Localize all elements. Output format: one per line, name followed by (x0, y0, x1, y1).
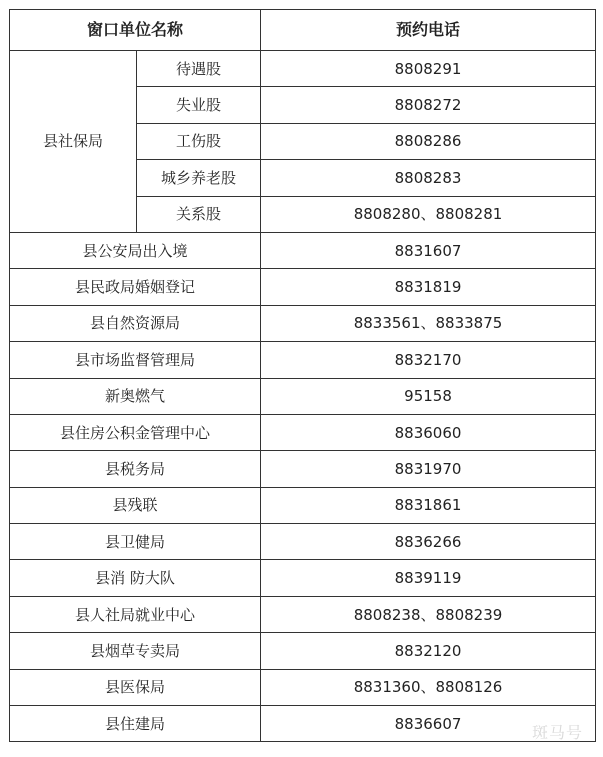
phone-number: 8831970 (261, 451, 596, 487)
unit-name: 县残联 (10, 487, 261, 523)
phone-number: 8831360、8808126 (261, 669, 596, 705)
phone-number: 8808286 (261, 123, 596, 159)
phone-number: 8808272 (261, 87, 596, 123)
unit-name: 县消 防大队 (10, 560, 261, 596)
phone-number: 8808280、8808281 (261, 196, 596, 232)
phone-number: 8831861 (261, 487, 596, 523)
table-row (10, 524, 596, 560)
social-security-group-cell: 县社保局 (10, 51, 137, 233)
unit-name: 县民政局婚姻登记 (10, 269, 261, 305)
unit-name: 县自然资源局 (10, 305, 261, 341)
phone-number: 8808238、8808239 (261, 596, 596, 632)
phone-number: 8839119 (261, 560, 596, 596)
unit-name: 县税务局 (10, 451, 261, 487)
phone-number: 8836060 (261, 414, 596, 450)
sub-unit-name: 失业股 (137, 87, 261, 123)
sub-unit-name: 城乡养老股 (137, 160, 261, 196)
phone-number: 8832170 (261, 342, 596, 378)
phone-number: 8808283 (261, 160, 596, 196)
unit-name: 县人社局就业中心 (10, 596, 261, 632)
unit-name: 县公安局出入境 (10, 232, 261, 268)
table-row (10, 596, 596, 632)
phone-number: 8831819 (261, 269, 596, 305)
unit-name: 县烟草专卖局 (10, 633, 261, 669)
sub-unit-name: 待遇股 (137, 51, 261, 87)
sub-unit-name: 工伤股 (137, 123, 261, 159)
unit-name: 新奥燃气 (10, 378, 261, 414)
unit-name: 县卫健局 (10, 524, 261, 560)
table-row (10, 669, 596, 705)
table-row (10, 560, 596, 596)
unit-name: 县医保局 (10, 669, 261, 705)
table-row (10, 342, 596, 378)
table-row (10, 232, 596, 268)
appointment-phone-table (9, 9, 596, 742)
phone-number: 8808291 (261, 51, 596, 87)
table-row (10, 451, 596, 487)
phone-column-header: 预约电话 (261, 10, 596, 51)
table-row (10, 51, 596, 87)
unit-column-header: 窗口单位名称 (10, 10, 261, 51)
table-row (10, 633, 596, 669)
phone-number: 95158 (261, 378, 596, 414)
table-row (10, 378, 596, 414)
watermark: 斑马号 (531, 723, 583, 742)
sub-unit-name: 关系股 (137, 196, 261, 232)
table-header-row (10, 10, 596, 51)
phone-number: 8836266 (261, 524, 596, 560)
phone-number: 8831607 (261, 232, 596, 268)
phone-number: 8832120 (261, 633, 596, 669)
table-row (10, 305, 596, 341)
table-row (10, 706, 596, 742)
phone-number: 8836607 (261, 706, 596, 742)
table-row (10, 487, 596, 523)
unit-name: 县市场监督管理局 (10, 342, 261, 378)
unit-name: 县住房公积金管理中心 (10, 414, 261, 450)
phone-number: 8833561、8833875 (261, 305, 596, 341)
unit-name: 县住建局 (10, 706, 261, 742)
table-row (10, 269, 596, 305)
table-row (10, 414, 596, 450)
